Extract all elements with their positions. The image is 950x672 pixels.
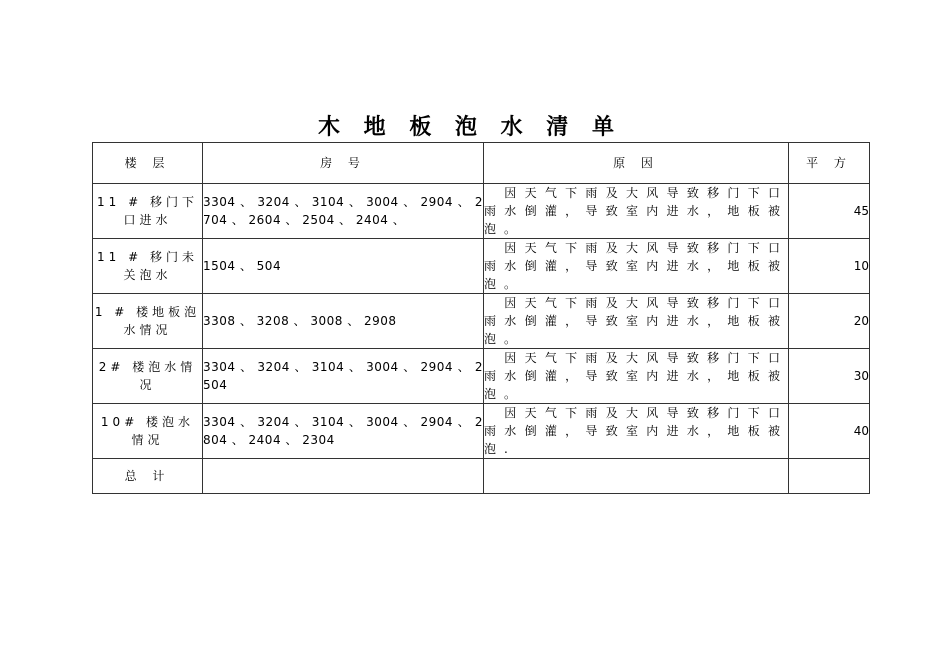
cell-area: 30: [789, 349, 870, 404]
cell-area: 10: [789, 239, 870, 294]
cell-area: 45: [789, 184, 870, 239]
table-row: [93, 404, 870, 459]
document-title: 木 地 板 泡 水 清 单: [318, 114, 622, 140]
cell-floor: 2# 楼泡水情况: [93, 349, 203, 404]
total-row: [93, 459, 870, 494]
cell-floor: 11 # 移门下口进水: [93, 184, 203, 239]
cell-rooms: 3308 、 3208 、 3008 、 2908: [203, 294, 484, 349]
cell-rooms: 1504 、 504: [203, 239, 484, 294]
table-row: [93, 184, 870, 239]
header-floor: 楼 层: [93, 143, 203, 184]
cell-reason: 因天气下雨及大风导致移门下口雨水倒灌，导致室内进水，地板被泡.: [484, 404, 789, 459]
cell-area: 20: [789, 294, 870, 349]
total-rooms: [203, 459, 484, 494]
cell-reason: 因天气下雨及大风导致移门下口雨水倒灌，导致室内进水，地板被泡。: [484, 294, 789, 349]
cell-reason: 因天气下雨及大风导致移门下口雨水倒灌，导致室内进水，地板被泡。: [484, 184, 789, 239]
total-area: [789, 459, 870, 494]
cell-reason: 因天气下雨及大风导致移门下口雨水倒灌，导致室内进水，地板被泡。: [484, 349, 789, 404]
table-row: [93, 239, 870, 294]
table-row: [93, 349, 870, 404]
cell-floor: 11 # 移门未关泡水: [93, 239, 203, 294]
cell-rooms: 3304 、 3204 、 3104 、 3004 、 2904 、 2704 、 2604 、 2504 、 2404 、: [203, 184, 484, 239]
header-row: [93, 143, 870, 184]
cell-floor: 10# 楼泡水情况: [93, 404, 203, 459]
header-reason: 原 因: [484, 143, 789, 184]
cell-area: 40: [789, 404, 870, 459]
total-label: 总 计: [93, 459, 203, 494]
header-rooms: 房 号: [203, 143, 484, 184]
cell-rooms: 3304 、 3204 、 3104 、 3004 、 2904 、 2804 、 2404 、 2304: [203, 404, 484, 459]
cell-floor: 1 # 楼地板泡水情况: [93, 294, 203, 349]
header-area: 平 方: [789, 143, 870, 184]
table-row: [93, 294, 870, 349]
water-damage-table: [92, 142, 870, 494]
total-reason: [484, 459, 789, 494]
cell-reason: 因天气下雨及大风导致移门下口雨水倒灌，导致室内进水，地板被泡。: [484, 239, 789, 294]
cell-rooms: 3304 、 3204 、 3104 、 3004 、 2904 、 2504: [203, 349, 484, 404]
